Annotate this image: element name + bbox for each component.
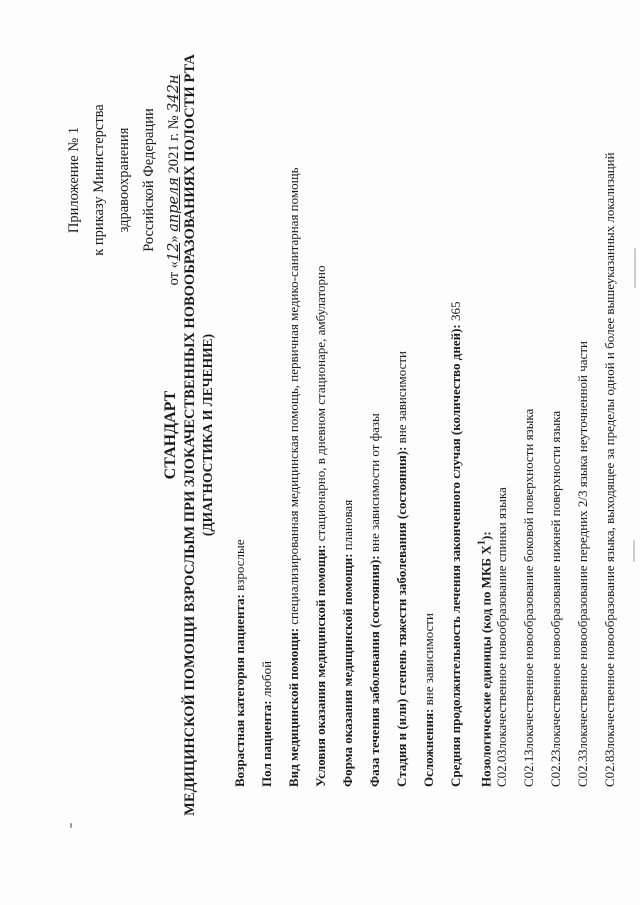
appendix-order-line: к приказу Министерства здравоохранения [91, 104, 132, 256]
order-number-handwritten: 342н [166, 74, 182, 112]
nosology-heading: Нозологические единицы (код по МКБ $X^1$): [476, 531, 494, 787]
param-row: Возрастная категория пациента: взрослые [232, 539, 247, 787]
param-row: Осложнения: вне зависимости [421, 613, 436, 787]
title-standard: СТАНДАРТ [162, 390, 179, 480]
param-row: Средняя продолжительность лечения законченного случая (количество дней): 365 [448, 301, 463, 787]
icd-description: Злокачественное новообразование языка, выходящее за пределы одной и более вышеуказанных локализаций [602, 152, 617, 756]
document-title [160, 35, 217, 835]
icd-description: Злокачественное новообразование боковой поверхности языка [521, 408, 536, 756]
date-month-handwritten: апреля [166, 177, 182, 232]
icd-code-list [488, 7, 623, 787]
icd-code: C02.8 [602, 755, 617, 787]
date-year: 2021 г. № [166, 111, 182, 178]
appendix-federation: Российской Федерации [141, 108, 157, 252]
icd-description: Злокачественное новообразование спинки языка [494, 487, 509, 756]
icd-code-row [515, 7, 542, 787]
param-row: Вид медицинской помощи: специализированная медицинская помощь, первичная медико-санитарная помощь [286, 167, 301, 787]
scan-speck [70, 823, 72, 828]
date-day-handwritten: 12 [166, 242, 182, 262]
icd-code-row [569, 7, 596, 787]
icd-code: C02.2 [548, 755, 563, 787]
icd-code: C02.3 [575, 755, 590, 787]
icd-code-row [488, 7, 515, 787]
date-prefix: от « [166, 261, 182, 286]
icd-description: Злокачественное новообразование передних 2/3 языка неуточненной части [575, 341, 590, 756]
icd-description: Злокачественное новообразование нижней поверхности языка [548, 410, 563, 756]
scan-speck [633, 540, 635, 562]
param-row: Фаза течения заболевания (состояния): вне зависимости от фазы [367, 413, 382, 787]
icd-code: C02.1 [521, 755, 536, 787]
scan-speck [634, 248, 636, 288]
param-row: Пол пациента: любой [259, 660, 274, 787]
param-row: Форма оказания медицинской помощи: плановая [340, 499, 355, 787]
appendix-number: Приложение № 1 [66, 126, 82, 234]
icd-code: C02.0 [494, 755, 509, 787]
title-subtitle: (ДИАГНОСТИКА И ЛЕЧЕНИЕ) [200, 333, 215, 537]
icd-code-row [596, 7, 623, 787]
param-row: Условия оказания медицинской помощи: стационарно, в дневном стационаре, амбулаторно [313, 265, 328, 787]
date-mid: » [166, 231, 182, 243]
param-row: Стадия и (или) степень тяжести заболевания (состояния): вне зависимости [394, 351, 409, 787]
title-main: МЕДИЦИНСКОЙ ПОМОЩИ ВЗРОСЛЫМ ПРИ ЗЛОКАЧЕСТВЕННЫХ НОВООБРАЗОВАНИЯХ ПОЛОСТИ РТА [182, 54, 198, 816]
icd-code-row [542, 7, 569, 787]
standard-parameters [226, 7, 496, 787]
